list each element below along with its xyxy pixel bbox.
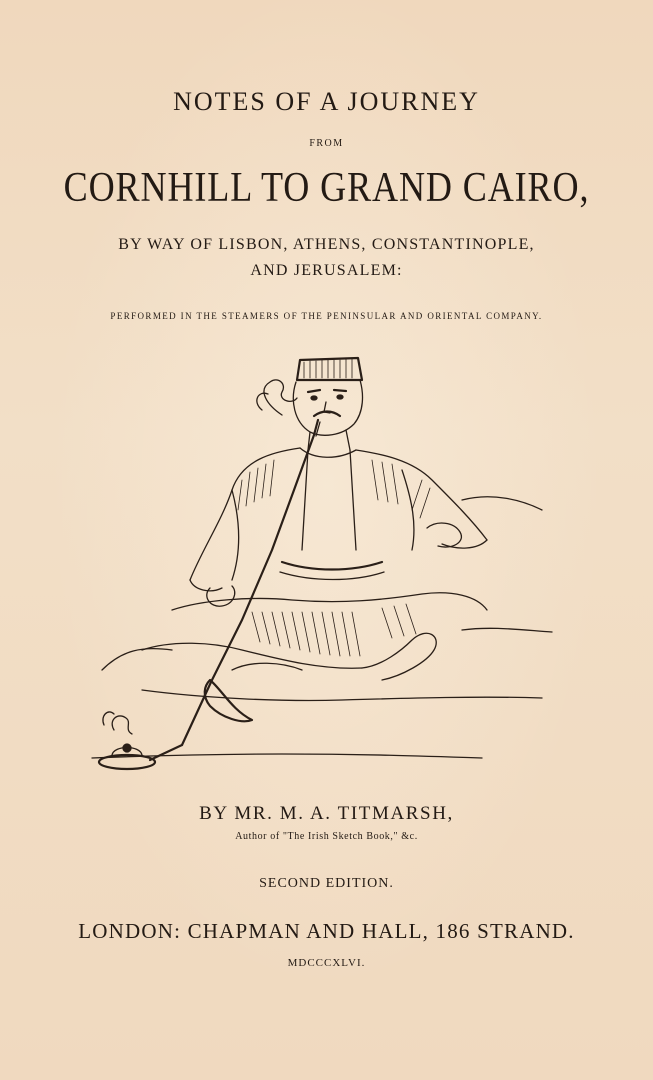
publisher-line: LONDON: CHAPMAN AND HALL, 186 STRAND. — [78, 919, 575, 943]
title-from: FROM — [309, 138, 344, 149]
title-line-notes: NOTES OF A JOURNEY — [173, 87, 480, 116]
smoke-puff — [264, 380, 297, 415]
man-smoking-hookah-icon — [82, 350, 582, 780]
edition-line: SECOND EDITION. — [259, 876, 394, 891]
author-line: BY MR. M. A. TITMARSH, — [199, 803, 454, 824]
performed-line: PERFORMED IN THE STEAMERS OF THE PENINSULAR AND ORIENTAL COMPANY. — [110, 311, 543, 321]
main-title: CORNHILL TO GRAND CAIRO, — [63, 165, 590, 211]
route-line-1: BY WAY OF LISBON, ATHENS, CONSTANTINOPLE, — [118, 236, 535, 253]
year-line: MDCCCXLVI. — [287, 957, 366, 969]
route-line-2: AND JERUSALEM: — [250, 262, 403, 279]
author-of-line: Author of "The Irish Sketch Book," &c. — [235, 831, 418, 842]
